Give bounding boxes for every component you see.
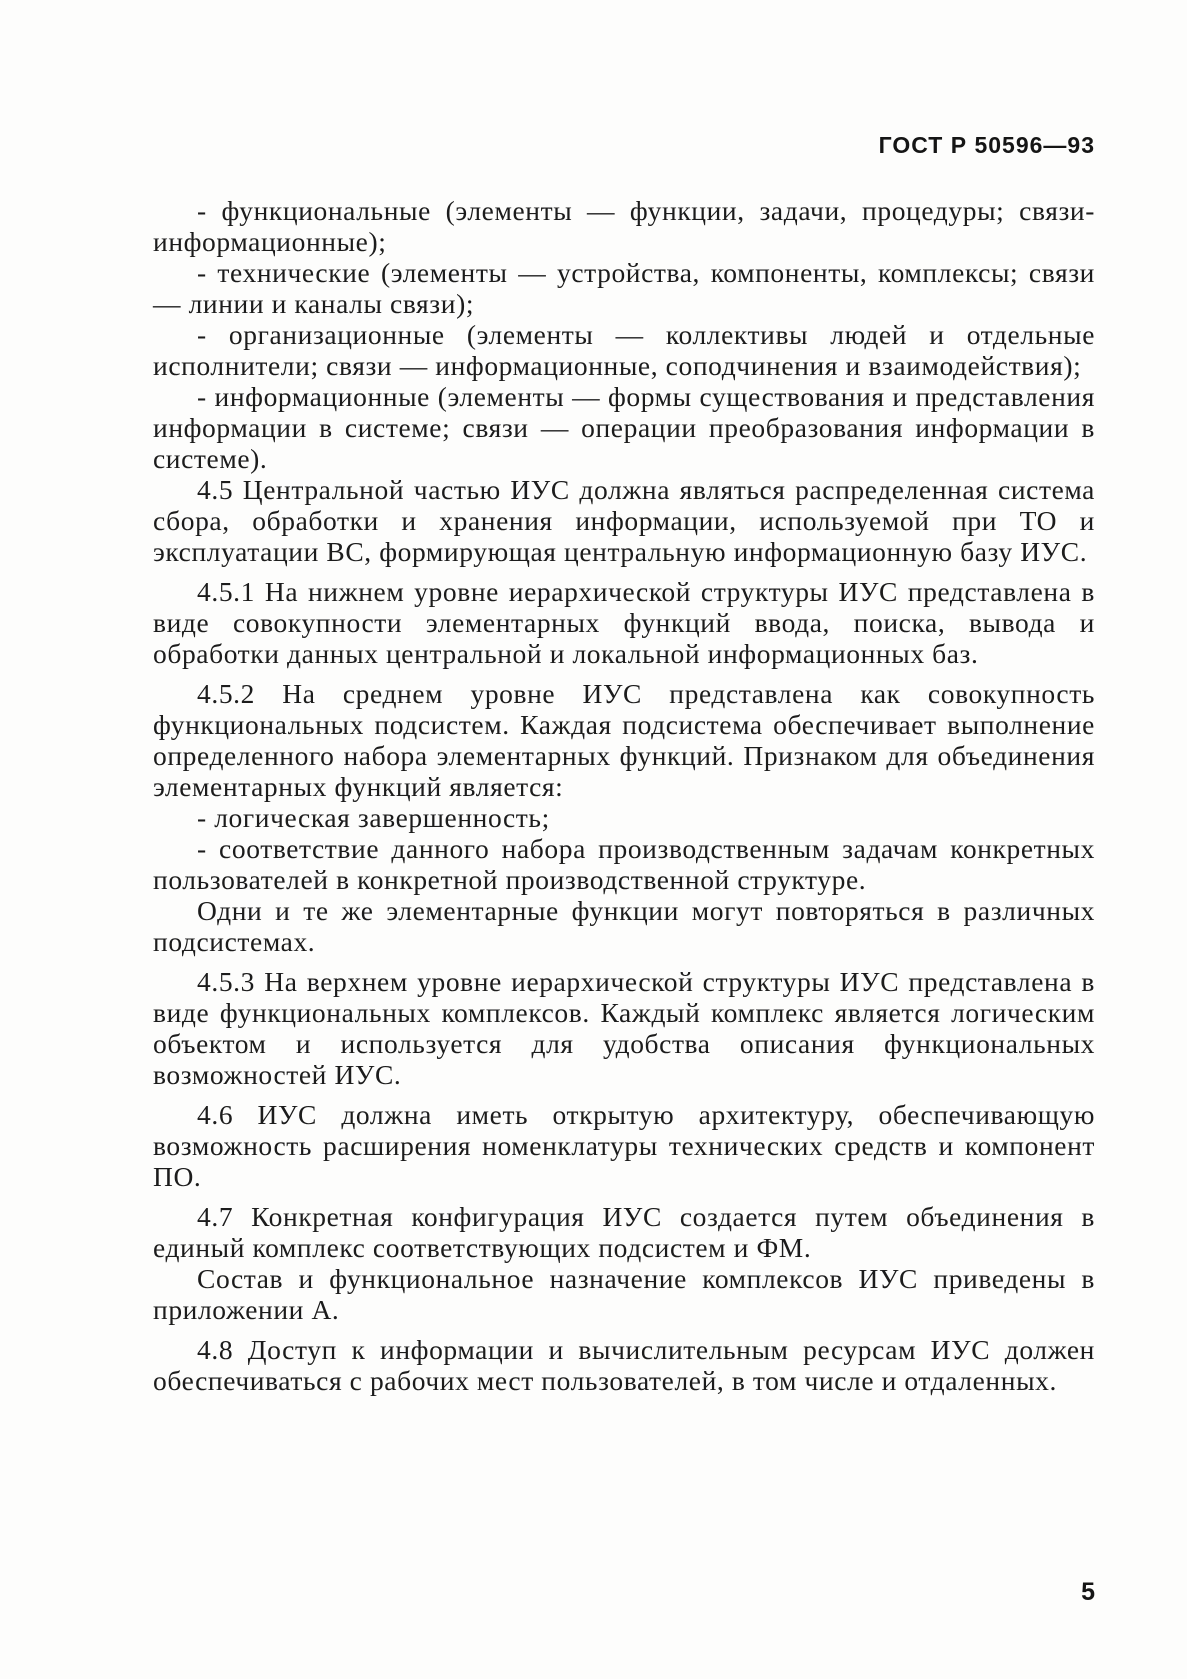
document-body [153, 195, 1095, 1396]
page-number: 5 [1081, 1578, 1095, 1606]
paragraph-organizational: - организационные (элементы — коллективы людей и отдельные исполнители; связи — информационные, соподчинения и взаимодействия); [153, 319, 1095, 381]
clause-4-8: 4.8 Доступ к информации и вычислительным ресурсам ИУС должен обеспечиваться с рабочих мест пользователей, в том числе и отдаленных. [153, 1334, 1095, 1396]
clause-4-7: 4.7 Конкретная конфигурация ИУС создается путем объединения в единый комплекс соответствующих подсистем и ФМ. [153, 1201, 1095, 1263]
paragraph-technical: - технические (элементы — устройства, компоненты, комплексы; связи — линии и каналы связи); [153, 257, 1095, 319]
clause-4-5-3: 4.5.3 На верхнем уровне иерархической структуры ИУС представлена в виде функциональных комплексов. Каждый комплекс является логическим объектом и используется для удобства описания функциональных возможностей ИУС. [153, 966, 1095, 1090]
clause-4-5: 4.5 Центральной частью ИУС должна являться распределенная система сбора, обработки и хранения информации, используемой при ТО и эксплуатации ВС, формирующая центральную информационную базу ИУС. [153, 474, 1095, 567]
clause-4-5-2: 4.5.2 На среднем уровне ИУС представлена как совокупность функциональных подсистем. Каждая подсистема обеспечивает выполнение определенного набора элементарных функций. Признаком для объединения элементарных функций является: [153, 678, 1095, 802]
list-item-correspondence: - соответствие данного набора производственным задачам конкретных пользователей в конкретной производственной структуре. [153, 833, 1095, 895]
document-code-header: ГОСТ Р 50596—93 [878, 132, 1095, 158]
clause-4-5-1: 4.5.1 На нижнем уровне иерархической структуры ИУС представлена в виде совокупности элементарных функций ввода, поиска, вывода и обработки данных центральной и локальной информационных баз. [153, 576, 1095, 669]
paragraph-functional: - функциональные (элементы — функции, задачи, процедуры; связи-информационные); [153, 195, 1095, 257]
list-item-logical-completeness: - логическая завершенность; [197, 802, 550, 833]
paragraph-informational: - информационные (элементы — формы существования и представления информации в системе; связи — операции преобразования информации в системе). [153, 381, 1095, 474]
paragraph-repeating-functions: Одни и те же элементарные функции могут повторяться в различных подсистемах. [153, 895, 1095, 957]
clause-4-6: 4.6 ИУС должна иметь открытую архитектуру, обеспечивающую возможность расширения номенклатуры технических средств и компонент ПО. [153, 1099, 1095, 1192]
paragraph-appendix-reference: Состав и функциональное назначение комплексов ИУС приведены в приложении А. [153, 1263, 1095, 1325]
